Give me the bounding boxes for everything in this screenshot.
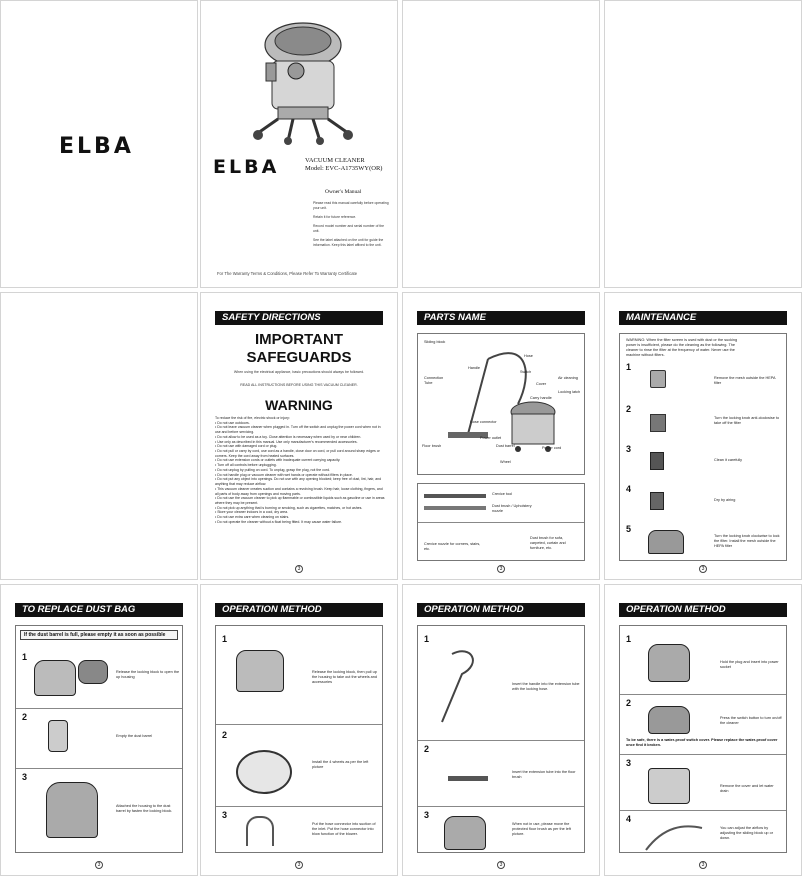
cover-note: Please read this manual carefully before operating your unit. bbox=[313, 201, 389, 210]
page-number: 3 bbox=[605, 565, 801, 573]
step-number: 1 bbox=[424, 634, 430, 644]
safety-bullets bbox=[215, 416, 385, 525]
step-number: 3 bbox=[626, 444, 632, 454]
blank-page bbox=[402, 0, 600, 288]
safety-bullet: • Do not use extension cords or outlets with inadequate current carrying capacity. bbox=[215, 458, 341, 463]
part-label: Dust barrel bbox=[496, 444, 515, 448]
product-name: VACUUM CLEANER bbox=[305, 157, 365, 164]
part-label: Locking latch bbox=[558, 390, 581, 394]
operation-box bbox=[619, 625, 787, 853]
part-label: Carry handle bbox=[530, 396, 552, 400]
step-number: 3 bbox=[222, 810, 228, 820]
safety-bullet: • Do not leave vacuum cleaner when plugged in. Turn off the switch and unplug the power cord when not in use and before servicing. bbox=[215, 425, 381, 435]
maintenance-box bbox=[619, 333, 787, 561]
page-number: 3 bbox=[201, 861, 397, 869]
step-text: When not in use, please move the protected floor brush as per the left picture. bbox=[512, 822, 571, 837]
maintenance-page bbox=[604, 292, 802, 580]
safety-bullet: • Do not allow to be used as a toy. Close attention is necessary when used by or near children. bbox=[215, 434, 362, 439]
hose-image bbox=[246, 816, 274, 846]
safety-bullet: • Turn off all controls before unplugging. bbox=[215, 463, 277, 468]
blank-page bbox=[604, 0, 802, 288]
safety-bullet: • This vacuum cleaner creates suction and contains a revolving brush. Keep hair, loose clothing, fingers, and all parts of body away from openings and moving parts. bbox=[215, 486, 383, 496]
accessory-label: Dust brush / Upholstery nozzle bbox=[492, 504, 532, 514]
dust-bag-page bbox=[0, 584, 198, 876]
manual-title: Owner's Manual bbox=[325, 189, 362, 195]
step-number: 2 bbox=[626, 698, 632, 708]
step-text: Dry by airing bbox=[714, 498, 736, 502]
vacuum-cleaner-image bbox=[248, 15, 358, 145]
step-text: Insert the extension tube into the floor brush bbox=[512, 770, 576, 780]
part-label: Power cord bbox=[542, 446, 562, 450]
vacuum-parts-diagram bbox=[418, 334, 586, 474]
safety-bullet: • Do not pull or carry by cord, use cord as a handle, close door on cord, or pull cord around sharp edges or corners. Keep the cord away from heated surfaces. bbox=[215, 449, 380, 458]
safety-page bbox=[200, 292, 398, 580]
page-number: 3 bbox=[201, 565, 397, 573]
cover-back-page bbox=[0, 0, 198, 288]
part-label: Hose bbox=[524, 354, 533, 358]
cleaner-image bbox=[648, 530, 684, 554]
safety-bullet: To reduce the risk of fire, electric shock or injury: bbox=[215, 416, 290, 420]
step-text: Remove the mesh outside the HEPA filter bbox=[714, 376, 776, 386]
brand-logo: ELBA bbox=[213, 156, 280, 178]
operation-page-3 bbox=[604, 584, 802, 876]
step-number: 3 bbox=[424, 810, 430, 820]
part-label: Hose connector bbox=[470, 420, 497, 424]
accessory-label: Crevice nozzle for corners, stairs, etc. bbox=[424, 542, 481, 552]
warning-title: WARNING bbox=[265, 397, 333, 413]
page-number: 3 bbox=[403, 861, 599, 869]
parts-page bbox=[402, 292, 600, 580]
step-text: Attached the housing to the dust barrel by fasten the locking block. bbox=[116, 804, 173, 814]
step-number: 1 bbox=[22, 652, 28, 662]
section-header: OPERATION METHOD bbox=[215, 603, 383, 617]
safety-bullet: • Do not handle plug or vacuum cleaner with wet hands or operate without filters in place. bbox=[215, 472, 353, 477]
cleaner-image bbox=[46, 782, 98, 838]
cleaner-image bbox=[236, 650, 284, 692]
hose-image bbox=[644, 822, 704, 852]
cover-note: Retain it for future reference. bbox=[313, 214, 357, 219]
cleaner-head-image bbox=[78, 660, 108, 684]
part-label: Cover bbox=[536, 382, 547, 386]
section-header: SAFETY DIRECTIONS bbox=[215, 311, 383, 325]
step-text: Clean it carefully bbox=[714, 458, 743, 462]
read-all-text: READ ALL INSTRUCTIONS BEFORE USING THIS VACUUM CLEANER. bbox=[240, 383, 358, 387]
filter-image bbox=[650, 370, 666, 388]
safeguards-title: SAFEGUARDS bbox=[246, 349, 352, 366]
warranty-footer: For The Warranty Terms & Conditions, Please Refer To Warranty Certificate bbox=[217, 271, 358, 276]
filter-image bbox=[650, 492, 664, 510]
cover-note: Record model number and serial number of the unit. bbox=[313, 223, 385, 233]
part-label: Power outlet bbox=[480, 436, 502, 440]
safety-bullet: • Store your cleaner indoors in a cool, dry area. bbox=[215, 510, 289, 515]
step-text: You can adjust the airflow by adjusting the sliding block up or down. bbox=[720, 826, 773, 841]
handle-image bbox=[432, 644, 502, 724]
dust-bag-banner: If the dust barrel is full, please empty it as soon as possible bbox=[20, 630, 178, 640]
step-number: 1 bbox=[222, 634, 228, 644]
step-text: Press the switch button to turn on/off the cleaner bbox=[720, 716, 782, 726]
section-header: OPERATION METHOD bbox=[619, 603, 787, 617]
part-label: Floor brush bbox=[422, 444, 442, 448]
barrel-image bbox=[648, 768, 690, 804]
floor-brush-image bbox=[448, 776, 488, 781]
page-number: 3 bbox=[1, 861, 197, 869]
barrel-image bbox=[48, 720, 68, 752]
step-number: 4 bbox=[626, 814, 632, 824]
section-header: OPERATION METHOD bbox=[417, 603, 585, 617]
operation-page-1 bbox=[200, 584, 398, 876]
step-text: Release the locking block to open the up housing bbox=[116, 670, 180, 680]
safety-bullet: • Do not put any object into openings. Do not use with any opening blocked; keep free of dust, lint, hair, and anything that may reduce airflow. bbox=[215, 477, 382, 487]
safety-bullet: • Do not operate the cleaner without a float being fitted. It may cause water failure. bbox=[215, 519, 343, 524]
part-label: Connection Tube bbox=[424, 376, 444, 386]
accessory-label: Crevice tool bbox=[492, 492, 513, 496]
brand-logo: ELBA bbox=[59, 134, 134, 159]
safety-bullet: • Do not pick up anything that is burning or smoking, such as cigarettes, matches, or hot ashes. bbox=[215, 505, 363, 510]
step-text: Hold the plug and insert into power socket bbox=[720, 660, 779, 670]
step-number: 3 bbox=[626, 758, 632, 768]
section-header: PARTS NAME bbox=[417, 311, 585, 325]
step-number: 1 bbox=[626, 362, 632, 372]
step-number: 5 bbox=[626, 524, 632, 534]
cover-note: See the label attached on the unit for guide the information. Keep this label affixed to the unit. bbox=[313, 237, 384, 247]
section-header: MAINTENANCE bbox=[619, 311, 787, 325]
part-label: Handle bbox=[468, 366, 481, 370]
operation-box bbox=[417, 625, 585, 853]
filter-image bbox=[650, 414, 666, 432]
step-text: Turn the locking knob anti-clockwise to take off the filter bbox=[714, 416, 780, 426]
filter-image bbox=[650, 452, 664, 470]
step-number: 3 bbox=[22, 772, 28, 782]
step-number: 2 bbox=[22, 712, 28, 722]
step-text: Empty the dust barrel bbox=[116, 734, 153, 738]
maintenance-notice: WARNING: When the filter screen is used with dust or the sucking power is insufficient, please do the cleaning as the following. The cleaner to rinse the filter at the frequency of water. Never use the machine without filters. bbox=[626, 338, 738, 358]
section-header: TO REPLACE DUST BAG bbox=[15, 603, 183, 617]
cover-notes bbox=[313, 201, 389, 248]
operation-box bbox=[215, 625, 383, 853]
dust-bag-box bbox=[15, 625, 183, 853]
step-text: Install the 4 wheels as per the left picture bbox=[312, 760, 369, 770]
model-number: Model: EVC-A1735WY(OR) bbox=[305, 165, 383, 173]
safety-bullet: • Do not use outdoors. bbox=[215, 420, 250, 425]
part-label: Wheel bbox=[500, 460, 511, 464]
operation-page-2 bbox=[402, 584, 600, 876]
cover-front-page bbox=[200, 0, 398, 288]
step-number: 4 bbox=[626, 484, 632, 494]
intro-text: When using the electrical appliance, basic precautions should always be followed. bbox=[233, 370, 365, 374]
step-number: 2 bbox=[626, 404, 632, 414]
page-number: 3 bbox=[403, 565, 599, 573]
step-text: Remove the cover and let water drain bbox=[720, 784, 774, 794]
cleaner-image bbox=[34, 660, 76, 696]
safety-bullet: • Do not use extra care when cleaning on stairs. bbox=[215, 515, 290, 520]
important-title: IMPORTANT bbox=[254, 331, 344, 348]
accessories-box bbox=[417, 483, 585, 561]
cleaner-image bbox=[648, 706, 690, 734]
part-label: Air cleaning bbox=[558, 376, 578, 380]
step-number: 1 bbox=[626, 634, 632, 644]
step-text: Release the locking block, then pull up the housing to take out the wheels and accessories bbox=[312, 670, 378, 685]
safety-bullet: • Do not use with damaged cord or plug. bbox=[215, 444, 278, 449]
step-text: Insert the handle into the extension tube with the locking hose. bbox=[512, 682, 580, 692]
step-text: Put the hose connector into suction of the inlet. Put the hose connector into blow function of the blower. bbox=[312, 822, 376, 837]
accessory-label: Dust brush for sofa, carpeted, curtain and furniture, etc. bbox=[530, 536, 566, 551]
cleaner-image bbox=[648, 644, 690, 682]
part-label: Sliding block bbox=[424, 340, 446, 344]
step-number: 2 bbox=[424, 744, 430, 754]
waterproof-note: To be safe, there is a water-proof switch cover. Please replace the water-proof cover once find it broken. bbox=[626, 738, 778, 748]
safety-bullet: • Do not unplug by pulling on cord. To unplug, grasp the plug, not the cord. bbox=[215, 467, 330, 472]
wheel-base-image bbox=[236, 750, 292, 794]
cleaner-image bbox=[444, 816, 486, 850]
blank-page bbox=[0, 292, 198, 580]
step-number: 2 bbox=[222, 730, 228, 740]
step-text: Turn the locking knob clockwise to lock the filter. Install the mesh outside the HEPA filter bbox=[714, 534, 780, 549]
page-number: 3 bbox=[605, 861, 801, 869]
safety-bullet: • Use only as described in this manual. Use only manufacturer's recommended accessories. bbox=[215, 439, 358, 444]
safety-bullet: • Do not use the vacuum cleaner to pick up flammable or combustible liquids such as gasoline or use in areas where they may be present. bbox=[215, 496, 385, 505]
parts-diagram-box bbox=[417, 333, 585, 475]
part-label: Switch bbox=[520, 370, 532, 374]
